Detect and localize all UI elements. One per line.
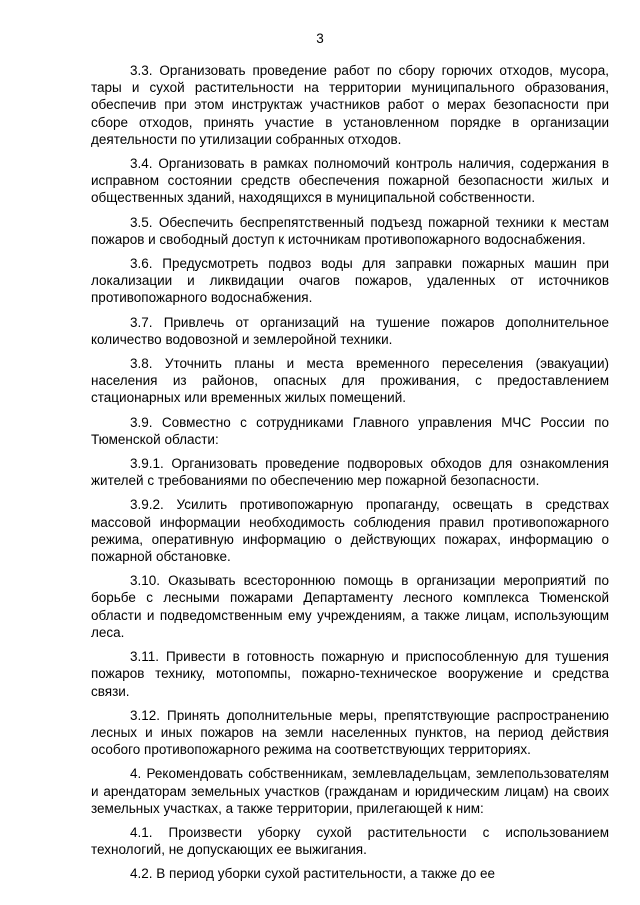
paragraph-4-2: 4.2. В период уборки сухой растительности, а также до ее	[130, 866, 496, 882]
paragraph-3-4: 3.4. Организовать в рамках полномочий контроль наличия, содержания в исправном состоянии средств обеспечения пожарной безопасности жилых и общественных зданий, находящихся в муниципальной собственности.	[91, 156, 609, 206]
page-number: 3	[316, 31, 324, 46]
paragraph-4-1: 4.1. Произвести уборку сухой растительности с использованием технологий, не допускающих ее выжигания.	[91, 824, 609, 858]
paragraph-3-10: 3.10. Оказывать всестороннюю помощь в организации мероприятий по борьбе с лесными пожарами Департаменту лесного комплекса Тюменской области и подведомственным ему учреждениям, а также лицам, использующим леса.	[91, 573, 609, 640]
paragraph-3-9-2: 3.9.2. Усилить противопожарную пропаганду, освещать в средствах массовой информации необходимость соблюдения правил противопожарного режима, оперативную информацию о действующих пожарах, информацию о пожарной обстановке.	[91, 497, 609, 565]
paragraph-3-5: 3.5. Обеспечить беспрепятственный подъезд пожарной техники к местам пожаров и свободный доступ к источникам противопожарного водоснабжения.	[91, 214, 609, 247]
paragraph-3-9-1: 3.9.1. Организовать проведение подворовых обходов для ознакомления жителей с требованиями по обеспечению мер пожарной безопасности.	[91, 456, 609, 489]
paragraph-3-3: 3.3. Организовать проведение работ по сбору горючих отходов, мусора, тары и сухой растительности на территории муниципального образования, обеспечив при этом инструктаж участников работ о мерах безопасности при сборе отходов, принять участие в установленном порядке в организации деятельности по утилизации собранных отходов.	[91, 63, 609, 147]
paragraph-3-7: 3.7. Привлечь от организаций на тушение пожаров дополнительное количество водовозной и землеройной техники.	[91, 314, 609, 347]
paragraph-3-11: 3.11. Привести в готовность пожарную и приспособленную для тушения пожаров технику, мотопомпы, пожарно-техническое вооружение и средства связи.	[91, 649, 609, 699]
paragraph-3-12: 3.12. Принять дополнительные меры, препятствующие распространению лесных и иных пожаров на земли населенных пунктов, на период действия особого противопожарного режима на соответствующих территориях.	[91, 707, 609, 758]
paragraph-3-6: 3.6. Предусмотреть подвоз воды для заправки пожарных машин при локализации и ликвидации очагов пожаров, удаленных от источников противопожарного водоснабжения.	[91, 256, 609, 306]
document-body	[91, 62, 609, 890]
paragraph-3-9: 3.9. Совместно с сотрудниками Главного управления МЧС России по Тюменской области:	[91, 414, 609, 447]
paragraph-4: 4. Рекомендовать собственникам, землевладельцам, землепользователям и арендаторам земельных участков (гражданам и юридическим лицам) на своих земельных участках, а также территории, прилегающей к ним:	[91, 766, 609, 816]
paragraph-3-8: 3.8. Уточнить планы и места временного переселения (эвакуации) населения из районов, опасных для проживания, с предоставлением стационарных или временных жилых помещений.	[91, 356, 609, 406]
